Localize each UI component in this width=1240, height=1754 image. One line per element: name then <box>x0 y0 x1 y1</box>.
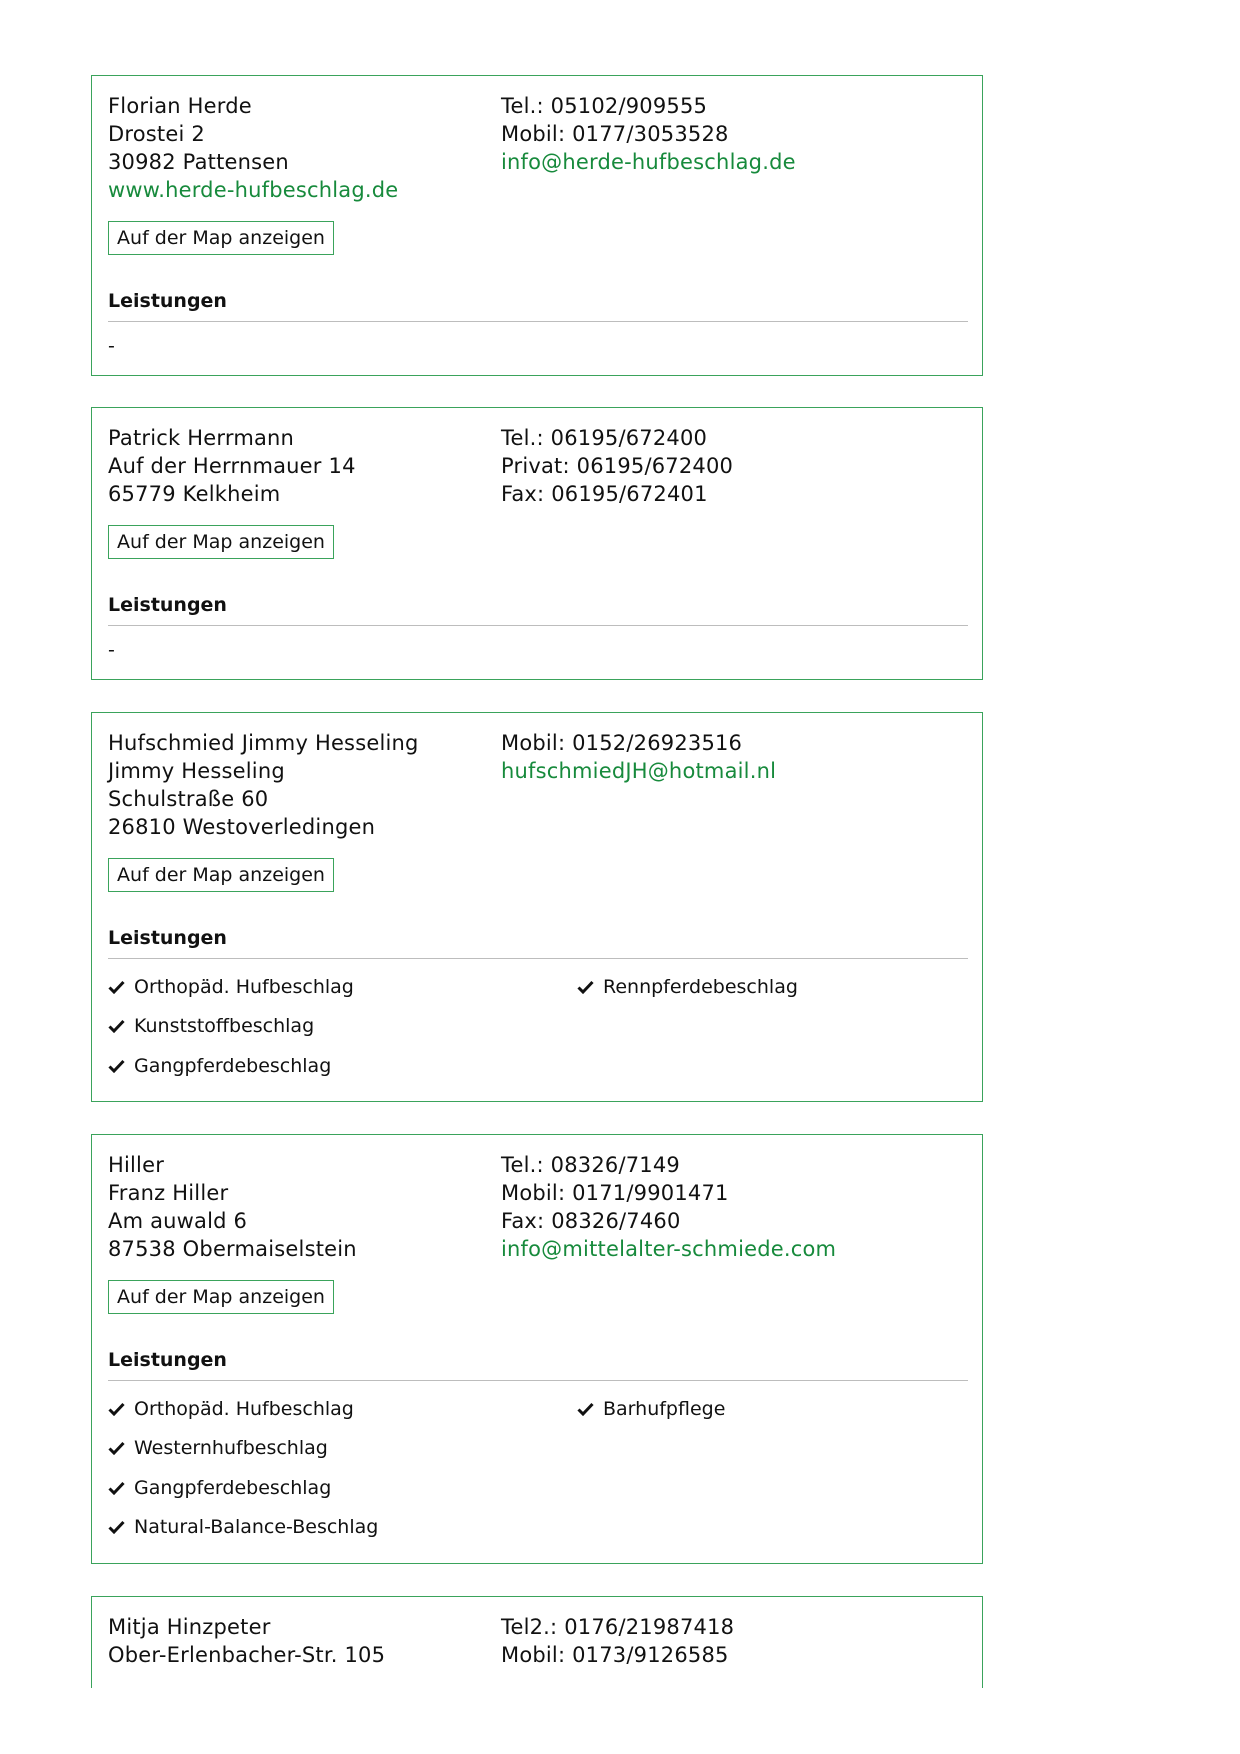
entry-card-herrmann <box>91 407 983 680</box>
service-label: Barhufpflege <box>603 1398 726 1420</box>
check-icon <box>577 980 594 994</box>
services-heading: Leistungen <box>108 290 227 312</box>
city: 26810 Westoverledingen <box>108 815 376 839</box>
show-on-map-button[interactable]: Auf der Map anzeigen <box>108 1280 334 1314</box>
show-on-map-button[interactable]: Auf der Map anzeigen <box>108 221 334 255</box>
email-link[interactable]: info@herde-hufbeschlag.de <box>501 150 796 174</box>
service-label: Rennpferdebeschlag <box>603 976 798 998</box>
address-block <box>108 424 488 508</box>
service-label: Westernhufbeschlag <box>134 1437 328 1459</box>
service-item <box>577 975 798 999</box>
check-icon <box>108 1520 125 1534</box>
service-item <box>577 1397 725 1421</box>
service-label: Orthopäd. Hufbeschlag <box>134 976 354 998</box>
show-on-map-button[interactable]: Auf der Map anzeigen <box>108 525 334 559</box>
check-icon <box>108 980 125 994</box>
service-item <box>108 1014 314 1038</box>
entry-name: Hiller <box>108 1153 165 1177</box>
contact-block <box>501 729 961 785</box>
services-heading: Leistungen <box>108 927 227 949</box>
mobile: Mobil: 0173/9126585 <box>501 1643 729 1667</box>
check-icon <box>108 1019 125 1033</box>
service-label: Kunststoffbeschlag <box>134 1015 315 1037</box>
address-block <box>108 729 488 841</box>
mobile: Mobil: 0171/9901471 <box>501 1181 729 1205</box>
website-link[interactable]: www.herde-hufbeschlag.de <box>108 178 399 202</box>
service-label: Gangpferdebeschlag <box>134 1055 332 1077</box>
city: 87538 Obermaiselstein <box>108 1237 357 1261</box>
service-item <box>108 1054 331 1078</box>
no-services: - <box>108 639 115 661</box>
check-icon <box>108 1441 125 1455</box>
address-block <box>108 1151 488 1263</box>
contact-block <box>501 92 961 176</box>
contact-block <box>501 1151 961 1263</box>
street: Ober-Erlenbacher-Str. 105 <box>108 1643 386 1667</box>
check-icon <box>577 1402 594 1416</box>
service-item <box>108 975 354 999</box>
entry-card-hiller <box>91 1134 983 1564</box>
service-label: Natural-Balance-Beschlag <box>134 1516 379 1538</box>
contact-block <box>501 424 961 508</box>
entry-name: Florian Herde <box>108 94 252 118</box>
entry-name: Mitja Hinzpeter <box>108 1615 271 1639</box>
street: Auf der Herrnmauer 14 <box>108 454 356 478</box>
check-icon <box>108 1059 125 1073</box>
phone: Tel.: 05102/909555 <box>501 94 708 118</box>
city: 30982 Pattensen <box>108 150 289 174</box>
private-phone: Privat: 06195/672400 <box>501 454 734 478</box>
phone: Tel.: 08326/7149 <box>501 1153 680 1177</box>
address-block <box>108 1613 488 1669</box>
email-link[interactable]: info@mittelalter-schmiede.com <box>501 1237 837 1261</box>
mobile: Mobil: 0177/3053528 <box>501 122 729 146</box>
service-item <box>108 1436 328 1460</box>
city: 65779 Kelkheim <box>108 482 281 506</box>
entry-name: Patrick Herrmann <box>108 426 295 450</box>
services-divider <box>108 625 968 626</box>
mobile: Mobil: 0152/26923516 <box>501 731 743 755</box>
street: Schulstraße 60 <box>108 787 269 811</box>
contact-block <box>501 1613 961 1669</box>
service-item <box>108 1397 354 1421</box>
entry-card-hinzpeter <box>91 1596 983 1688</box>
service-item <box>108 1515 378 1539</box>
entry-name: Hufschmied Jimmy Hesseling <box>108 731 419 755</box>
email-link[interactable]: hufschmiedJH@hotmail.nl <box>501 759 777 783</box>
contact-person: Franz Hiller <box>108 1181 229 1205</box>
check-icon <box>108 1402 125 1416</box>
entry-card-hesseling <box>91 712 983 1102</box>
street: Drostei 2 <box>108 122 205 146</box>
fax: Fax: 08326/7460 <box>501 1209 681 1233</box>
services-divider <box>108 321 968 322</box>
fax: Fax: 06195/672401 <box>501 482 708 506</box>
services-heading: Leistungen <box>108 1349 227 1371</box>
service-item <box>108 1476 331 1500</box>
services-divider <box>108 958 968 959</box>
no-services: - <box>108 335 115 357</box>
address-block <box>108 92 488 204</box>
services-divider <box>108 1380 968 1381</box>
entry-card-herde <box>91 75 983 376</box>
services-heading: Leistungen <box>108 594 227 616</box>
contact-person: Jimmy Hesseling <box>108 759 285 783</box>
show-on-map-button[interactable]: Auf der Map anzeigen <box>108 858 334 892</box>
phone-2: Tel2.: 0176/21987418 <box>501 1615 735 1639</box>
check-icon <box>108 1481 125 1495</box>
service-label: Orthopäd. Hufbeschlag <box>134 1398 354 1420</box>
phone: Tel.: 06195/672400 <box>501 426 708 450</box>
street: Am auwald 6 <box>108 1209 248 1233</box>
service-label: Gangpferdebeschlag <box>134 1477 332 1499</box>
